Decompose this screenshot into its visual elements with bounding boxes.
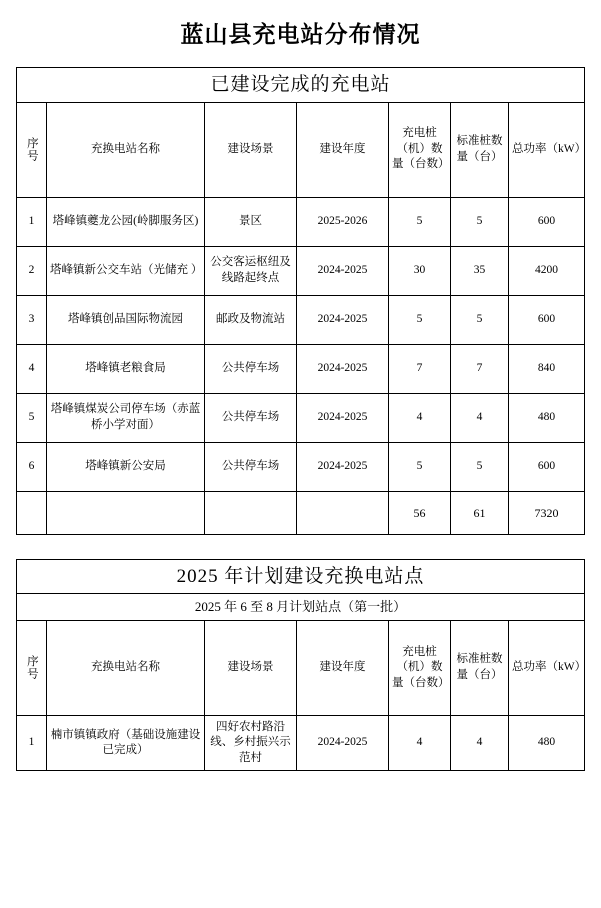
table1-section-title: 已建设完成的充电站	[17, 68, 585, 103]
table2-section-title-row	[17, 559, 585, 594]
row-power: 4200	[509, 246, 585, 295]
row-pile: 4	[389, 715, 451, 771]
row-pile: 5	[389, 442, 451, 491]
table1-header-power: 总功率（kW）	[509, 102, 585, 197]
table2-sub-title-row	[17, 594, 585, 621]
row-index: 3	[17, 295, 47, 344]
table2-header-pile: 充电桩（机）数量（台数）	[389, 620, 451, 715]
row-power: 480	[509, 393, 585, 442]
completed-stations-table	[16, 67, 585, 535]
row-standard: 5	[451, 295, 509, 344]
row-name: 塔峰镇夔龙公园(岭脚服务区)	[47, 197, 205, 246]
row-year: 2024-2025	[297, 246, 389, 295]
total-index	[17, 491, 47, 534]
row-index: 1	[17, 715, 47, 771]
row-standard: 7	[451, 344, 509, 393]
row-index: 5	[17, 393, 47, 442]
table-row	[17, 715, 585, 771]
row-year: 2024-2025	[297, 442, 389, 491]
total-name	[47, 491, 205, 534]
row-standard: 4	[451, 393, 509, 442]
total-standard: 61	[451, 491, 509, 534]
row-pile: 5	[389, 197, 451, 246]
row-pile: 5	[389, 295, 451, 344]
row-pile: 4	[389, 393, 451, 442]
row-pile: 7	[389, 344, 451, 393]
row-name: 塔峰镇老粮食局	[47, 344, 205, 393]
row-scene: 公共停车场	[205, 393, 297, 442]
row-standard: 5	[451, 197, 509, 246]
table-row	[17, 246, 585, 295]
row-standard: 35	[451, 246, 509, 295]
table2-header-year: 建设年度	[297, 620, 389, 715]
table1-total-row	[17, 491, 585, 534]
row-power: 600	[509, 295, 585, 344]
row-scene: 公共停车场	[205, 344, 297, 393]
total-scene	[205, 491, 297, 534]
table2-header-scene: 建设场景	[205, 620, 297, 715]
row-scene: 四好农村路沿线、乡村振兴示范村	[205, 715, 297, 771]
row-index: 2	[17, 246, 47, 295]
table1-header-pile: 充电桩（机）数量（台数）	[389, 102, 451, 197]
table1-header-standard: 标准桩数量（台）	[451, 102, 509, 197]
row-power: 600	[509, 197, 585, 246]
row-year: 2024-2025	[297, 295, 389, 344]
table1-section-title-row	[17, 68, 585, 103]
page-title: 蓝山县充电站分布情况	[180, 22, 421, 47]
table2-sub-title: 2025 年 6 至 8 月计划站点（第一批）	[17, 594, 585, 621]
row-power: 600	[509, 442, 585, 491]
total-power: 7320	[509, 491, 585, 534]
row-scene: 公共停车场	[205, 442, 297, 491]
table-row	[17, 197, 585, 246]
table2-section-title: 2025 年计划建设充换电站点	[17, 559, 585, 594]
row-name: 塔峰镇创品国际物流园	[47, 295, 205, 344]
table-row	[17, 344, 585, 393]
table1-header-name: 充换电站名称	[47, 102, 205, 197]
table1-header-year: 建设年度	[297, 102, 389, 197]
row-scene: 景区	[205, 197, 297, 246]
row-year: 2024-2025	[297, 715, 389, 771]
row-name: 塔峰镇新公安局	[47, 442, 205, 491]
total-year	[297, 491, 389, 534]
row-scene: 邮政及物流站	[205, 295, 297, 344]
table2-header-name: 充换电站名称	[47, 620, 205, 715]
row-power: 840	[509, 344, 585, 393]
total-pile: 56	[389, 491, 451, 534]
table2-header-row	[17, 620, 585, 715]
row-index: 4	[17, 344, 47, 393]
row-year: 2024-2025	[297, 344, 389, 393]
table2-header-power: 总功率（kW）	[509, 620, 585, 715]
table-row	[17, 393, 585, 442]
row-power: 480	[509, 715, 585, 771]
row-standard: 5	[451, 442, 509, 491]
table1-header-row	[17, 102, 585, 197]
table-gap	[16, 535, 585, 559]
row-name: 塔峰镇煤炭公司停车场（赤蓝桥小学对面）	[47, 393, 205, 442]
table2-header-index: 序号	[17, 620, 47, 715]
row-standard: 4	[451, 715, 509, 771]
table1-header-scene: 建设场景	[205, 102, 297, 197]
row-name: 塔峰镇新公交车站（光储充 ）	[47, 246, 205, 295]
row-name: 楠市镇镇政府（基础设施建设已完成）	[47, 715, 205, 771]
table2-header-standard: 标准桩数量（台）	[451, 620, 509, 715]
row-pile: 30	[389, 246, 451, 295]
table-row	[17, 295, 585, 344]
row-index: 1	[17, 197, 47, 246]
row-scene: 公交客运枢纽及线路起终点	[205, 246, 297, 295]
row-year: 2024-2025	[297, 393, 389, 442]
planned-stations-table	[16, 559, 585, 772]
table-row	[17, 442, 585, 491]
row-year: 2025-2026	[297, 197, 389, 246]
row-index: 6	[17, 442, 47, 491]
table1-header-index: 序号	[17, 102, 47, 197]
